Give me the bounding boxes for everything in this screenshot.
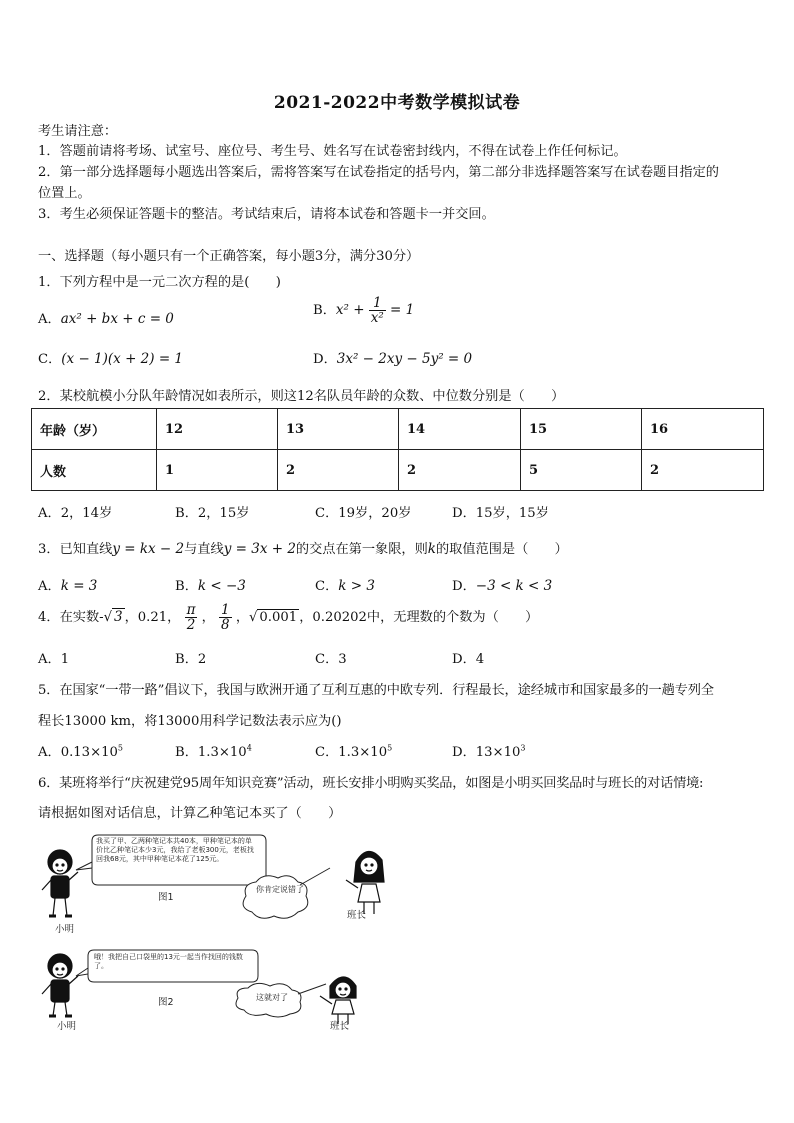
notice-heading: 考生请注意：: [38, 124, 118, 139]
q1-b-rhs: = 1: [389, 302, 415, 318]
option-exponent: 4: [246, 743, 252, 753]
option-base: D．13×10: [452, 745, 521, 760]
q3-text: 与直线: [184, 542, 224, 557]
fig1-reply-text: 你肯定说错了: [256, 885, 304, 894]
q5-option-d: [452, 741, 525, 760]
fig1-boy-label: 小明: [55, 924, 75, 935]
table-cell: 人数: [32, 450, 157, 491]
q5-option-c: [315, 741, 392, 760]
q4-text: ，: [201, 610, 215, 625]
q3-option-c: [315, 575, 375, 594]
fig2-boy-label: 小明: [57, 1021, 77, 1032]
page-title: 2021-2022中考数学模拟试卷: [273, 93, 521, 113]
table-header-cell: 年龄（岁）: [32, 409, 157, 450]
table-header-cell: 13: [278, 409, 399, 450]
q6-stem-line2: 请根据如图对话信息，计算乙种笔记本买了（ ）: [38, 806, 342, 821]
q1-stem: 1．下列方程中是一元二次方程的是( ): [38, 275, 281, 290]
option-label: C．: [315, 579, 339, 594]
q4-text: ，0.20202中，无理数的个数为（ ）: [299, 610, 539, 625]
option-label: B．: [175, 579, 198, 594]
fraction-denominator: 8: [221, 617, 230, 633]
q3-option-b: [175, 575, 246, 594]
q4-stem: [38, 603, 538, 632]
q4-option-d: D．4: [452, 652, 485, 667]
q3-k-variable: k: [427, 541, 436, 557]
q3-line2-equation: y = 3x + 2: [223, 541, 296, 557]
sqrt-sign-icon: √: [103, 610, 113, 625]
q3-text: 的交点在第一象限，则: [295, 542, 428, 557]
q4-text: 4．在实数-: [38, 610, 104, 625]
q3-line1-equation: y = kx − 2: [112, 541, 185, 557]
notice-item: 1．答题前请将考场、试室号、座位号、考生号、姓名写在试卷密封线内，不得在试卷上作任何标记。: [38, 144, 627, 159]
option-label: C．: [38, 352, 62, 367]
option-label: A．: [38, 579, 61, 594]
boy-figure-icon: [42, 850, 78, 916]
fraction-numerator: π: [186, 602, 196, 618]
fig1-caption: 图1: [158, 892, 174, 903]
q1-option-c: [38, 348, 183, 367]
q1-option-d: [313, 348, 472, 367]
girl-figure-icon: [346, 851, 384, 914]
table-cell: 2: [642, 450, 764, 491]
sqrt-sign-icon: √: [249, 610, 258, 625]
option-exponent: 5: [387, 743, 393, 753]
q3-stem: [38, 538, 568, 557]
q2-option-a: A．2，14岁: [38, 506, 113, 521]
q3-option-d: [452, 575, 552, 594]
fig1-speech-text: 我买了甲、乙两种笔记本共40本，甲种笔记本的单价比乙种笔记本少3元，我给了老板300元，老板找回我68元，其中甲种笔记本花了125元。: [96, 837, 254, 863]
q3-text: 的取值范围是（ ）: [435, 542, 568, 557]
q1-option-a: [38, 308, 174, 327]
q4-text: ，: [235, 610, 250, 625]
table-header-cell: 14: [399, 409, 521, 450]
table-header-cell: 15: [521, 409, 642, 450]
table-header-cell: 16: [642, 409, 764, 450]
option-math: k > 3: [338, 578, 375, 594]
table-cell: 2: [399, 450, 521, 491]
fraction-numerator: 1: [369, 296, 386, 311]
option-base: C．1.3×10: [315, 745, 388, 760]
q2-option-c: C．19岁，20岁: [315, 506, 412, 521]
q4-option-a: A．1: [38, 652, 70, 667]
option-math: k < −3: [197, 578, 246, 594]
fig2-girl-label: 班长: [330, 1021, 350, 1032]
q2-option-d: D．15岁，15岁: [452, 506, 549, 521]
q1-option-b: [313, 296, 414, 325]
q4-pi-fraction: [185, 603, 198, 632]
q1-d-equation: 3x² − 2xy − 5y² = 0: [336, 351, 473, 367]
table-cell: 5: [521, 450, 642, 491]
table-cell: 2: [278, 450, 399, 491]
q4-sqrt3-radicand: 3: [114, 609, 123, 625]
q3-text: 3．已知直线: [38, 542, 113, 557]
q3-option-a: [38, 575, 97, 594]
option-exponent: 5: [117, 743, 123, 753]
fraction-denominator: x²: [370, 310, 384, 326]
notice-item: 3．考生必须保证答题卡的整洁。考试结束后，请将本试卷和答题卡一并交回。: [38, 207, 495, 222]
notice-item: 2．第一部分选择题每小题选出答案后，需将答案写在试卷指定的括号内，第二部分非选择题答案写在试卷题目指定的: [38, 165, 719, 180]
fraction-denominator: 2: [186, 617, 196, 633]
option-exponent: 3: [520, 743, 526, 753]
table-cell: 1: [157, 450, 278, 491]
q4-eighth-fraction: [219, 603, 232, 632]
q4-option-c: C．3: [315, 652, 347, 667]
q1-a-equation: ax² + bx + c = 0: [60, 311, 174, 327]
fig1-girl-label: 班长: [347, 910, 367, 921]
q1-b-fraction: [369, 296, 386, 325]
q1-b-term: x² +: [335, 302, 365, 318]
section-heading: 一、选择题（每小题只有一个正确答案，每小题3分，满分30分）: [38, 249, 420, 264]
q5-stem-line2: 程长13000 km，将13000用科学记数法表示应为(): [38, 714, 342, 729]
age-table: [31, 408, 764, 491]
table-row: [32, 409, 764, 450]
q5-stem-line1: 5．在国家“一带一路”倡议下，我国与欧洲开通了互利互惠的中欧专列．行程最长，途经城市和国家最多的一趟专列全: [38, 683, 714, 698]
option-math: −3 < k < 3: [475, 578, 553, 594]
table-header-cell: 12: [157, 409, 278, 450]
option-label: A．: [38, 312, 61, 327]
fig2-speech-text: 哦！我把自己口袋里的13元一起当作找回的钱数了。: [94, 953, 243, 970]
q4-option-b: B．2: [175, 652, 207, 667]
option-label: D．: [313, 352, 337, 367]
fig2-reply-text: 这就对了: [256, 993, 288, 1002]
q4-text: ，0.21，: [124, 610, 181, 625]
option-base: A．0.13×10: [38, 745, 118, 760]
q2-stem: 2．某校航模小分队年龄情况如表所示，则这12名队员年龄的众数、中位数分别是（ ）: [38, 389, 565, 404]
fig2-caption: 图2: [158, 997, 174, 1008]
q1-c-equation: (x − 1)(x + 2) = 1: [61, 351, 184, 367]
option-label: D．: [452, 579, 476, 594]
q2-option-b: B．2，15岁: [175, 506, 250, 521]
notice-item: 位置上。: [38, 186, 91, 201]
table-row: [32, 450, 764, 491]
q5-option-a: [38, 741, 123, 760]
boy-figure-icon: [42, 954, 78, 1016]
option-base: B．1.3×10: [175, 745, 247, 760]
fraction-numerator: 1: [221, 602, 230, 618]
q6-stem-line1: 6．某班将举行“庆祝建党95周年知识竞赛”活动，班长安排小明购买奖品，如图是小明买回奖品时与班长的对话情境:: [38, 776, 704, 791]
q5-option-b: [175, 741, 252, 760]
q4-sqrt-radicand: 0.001: [259, 610, 298, 625]
option-math: k = 3: [60, 578, 98, 594]
option-label: B．: [313, 303, 336, 318]
